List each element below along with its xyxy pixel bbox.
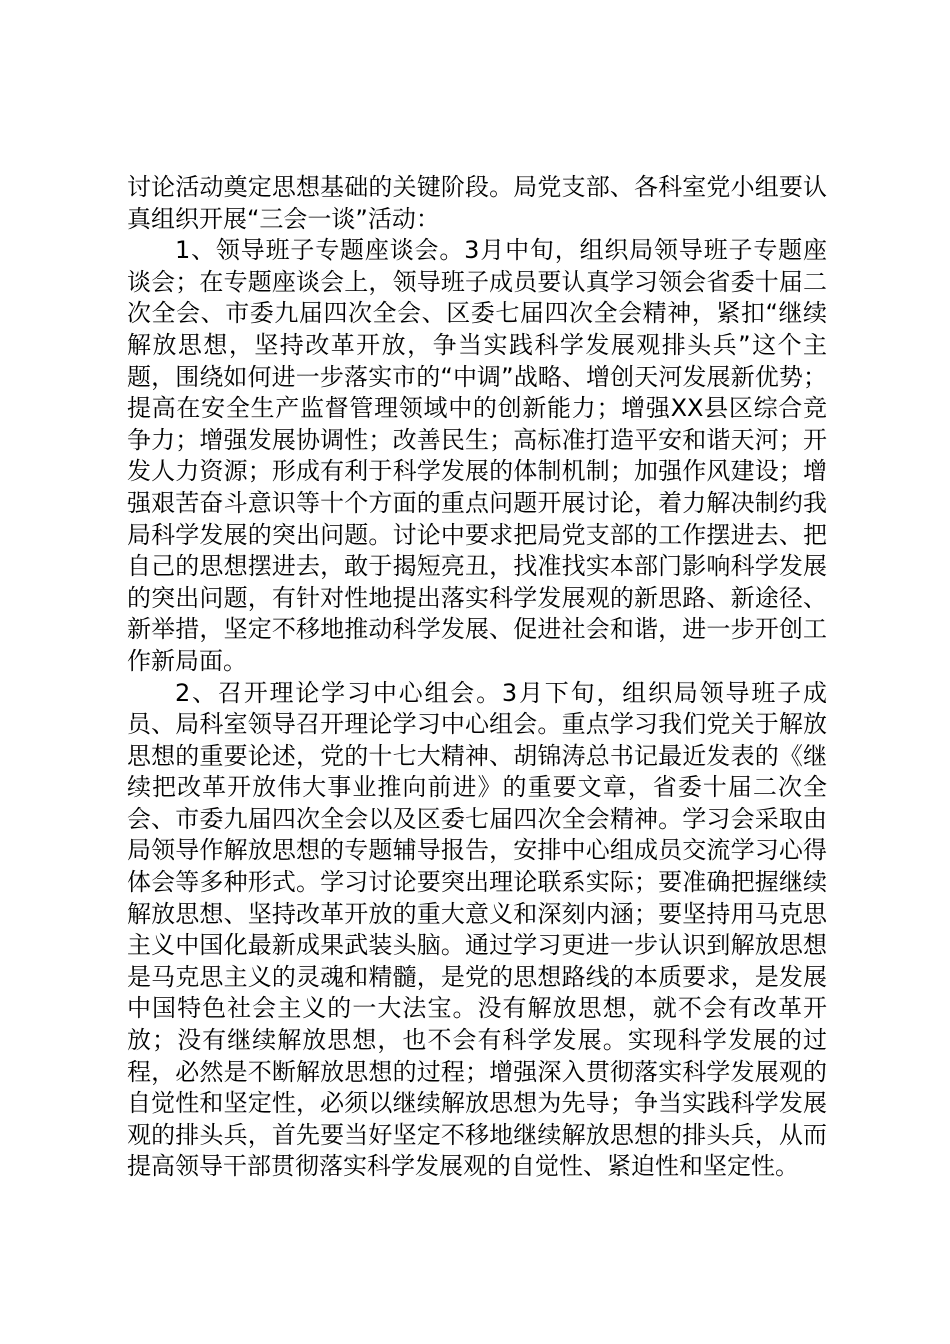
paragraph-leadership-symposium: 1、领导班子专题座谈会。3月中旬，组织局领导班子专题座谈会；在专题座谈会上，领导班子成员要认真学习领会省委十届二次全会、市委九届四次全会、区委七届四次全会精神，紧扣“继续解放思想，坚持改革开放，争当实践科学发展观排头兵”这个主题，围绕如何进一步落实市的“中调”战略、增创天河发展新优势；提高在安全生产监督管理领域中的创新能力；增强XX县区综合竞争力；增强发展协调性；改善民生；高标准打造平安和谐天河；开发人力资源；形成有利于科学发展的体制机制；加强作风建设；增强艰苦奋斗意识等十个方面的重点问题开展讨论，着力解决制约我局科学发展的突出问题。讨论中要求把局党支部的工作摆进去、把自己的思想摆进去，敢于揭短亮丑，找准找实本部门影响科学发展的突出问题，有针对性地提出落实科学发展观的新思路、新途径、新举措，坚定不移地推动科学发展、促进社会和谐，进一步开创工作新局面。 — [127, 236, 827, 675]
document-body — [127, 172, 827, 1183]
paragraph-intro: 讨论活动奠定思想基础的关键阶段。局党支部、各科室党小组要认真组织开展“三会一谈”活动： — [127, 173, 827, 233]
paragraph-theory-study-group: 2、召开理论学习中心组会。3月下旬，组织局领导班子成员、局科室领导召开理论学习中心组会。重点学习我们党关于解放思想的重要论述，党的十七大精神、胡锦涛总书记最近发表的《继续把改革开放伟大事业推向前进》的重要文章，省委十届二次全会、市委九届四次全会以及区委七届四次全会精神。学习会采取由局领导作解放思想的专题辅导报告，安排中心组成员交流学习心得体会等多种形式。学习讨论要突出理论联系实际；要准确把握继续解放思想、坚持改革开放的重大意义和深刻内涵；要坚持用马克思主义中国化最新成果武装头脑。通过学习更进一步认识到解放思想是马克思主义的灵魂和精髓，是党的思想路线的本质要求，是发展中国特色社会主义的一大法宝。没有解放思想，就不会有改革开放；没有继续解放思想，也不会有科学发展。实现科学发展的过程，必然是不断解放思想的过程；增强深入贯彻落实科学发展观的自觉性和坚定性，必须以继续解放思想为先导；争当实践科学发展观的排头兵，首先要当好坚定不移地继续解放思想的排头兵，从而提高领导干部贯彻落实科学发展观的自觉性、紧迫性和坚定性。 — [127, 678, 827, 1181]
